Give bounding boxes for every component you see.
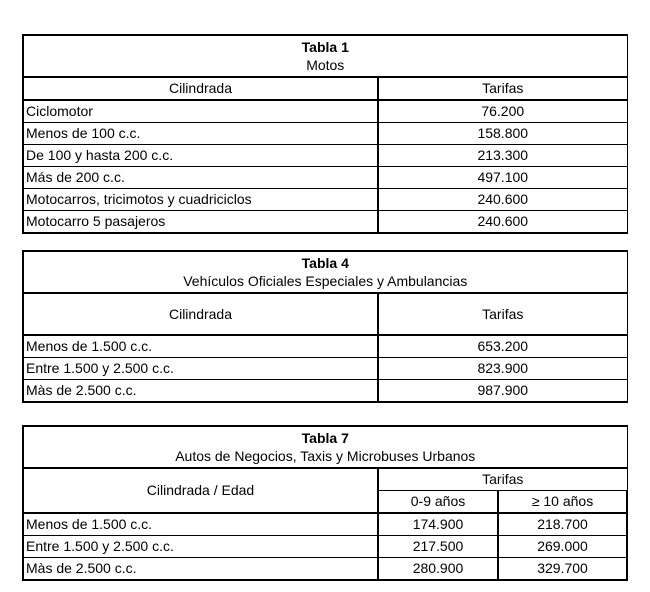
cell-cilindrada: Ciclomotor <box>23 100 378 123</box>
cell-tarifa: 653.200 <box>378 335 627 358</box>
table-row <box>23 380 627 403</box>
cell-tarifa: 497.100 <box>378 167 627 189</box>
table-title: Tabla 1 <box>301 39 349 55</box>
cell-cilindrada: Menos de 1.500 c.c. <box>23 335 378 358</box>
table-7 <box>22 425 628 581</box>
cell-tarifa-10: 329.700 <box>498 558 627 581</box>
column-header-tarifas: Tarifas <box>378 468 627 491</box>
column-header-0-9-anos: 0-9 años <box>378 491 498 514</box>
cell-tarifa: 158.800 <box>378 123 627 145</box>
cell-tarifa-0-9: 217.500 <box>378 536 498 558</box>
table-row <box>23 513 627 536</box>
column-header-10-anos: ≥ 10 años <box>498 491 627 514</box>
cell-tarifa-10: 218.700 <box>498 513 627 536</box>
cell-tarifa: 823.900 <box>378 358 627 380</box>
column-header-tarifas: Tarifas <box>378 77 627 100</box>
column-header-cilindrada-edad: Cilindrada / Edad <box>23 468 378 513</box>
table-subtitle: Vehículos Oficiales Especiales y Ambulancias <box>183 273 468 289</box>
cell-tarifa: 213.300 <box>378 145 627 167</box>
cell-cilindrada: Entre 1.500 y 2.500 c.c. <box>23 358 378 380</box>
cell-cilindrada: Motocarro 5 pasajeros <box>23 211 378 234</box>
table-title-block <box>23 35 627 77</box>
cell-cilindrada: Menos de 100 c.c. <box>23 123 378 145</box>
column-header-cilindrada: Cilindrada <box>23 77 378 100</box>
table-row <box>23 358 627 380</box>
cell-cilindrada: Màs de 2.500 c.c. <box>23 380 378 403</box>
cell-cilindrada: Màs de 2.500 c.c. <box>23 558 378 581</box>
table-title: Tabla 7 <box>301 430 349 446</box>
table-row <box>23 123 627 145</box>
table-title-block <box>23 251 627 293</box>
table-row <box>23 211 627 234</box>
table-row <box>23 536 627 558</box>
table-row <box>23 167 627 189</box>
table-row <box>23 558 627 581</box>
table-title: Tabla 4 <box>301 255 349 271</box>
table-row <box>23 100 627 123</box>
cell-cilindrada: Menos de 1.500 c.c. <box>23 513 378 536</box>
cell-tarifa-0-9: 174.900 <box>378 513 498 536</box>
table-row <box>23 335 627 358</box>
cell-tarifa: 987.900 <box>378 380 627 403</box>
table-1 <box>22 34 628 234</box>
cell-tarifa: 240.600 <box>378 189 627 211</box>
cell-cilindrada: Más de 200 c.c. <box>23 167 378 189</box>
cell-tarifa: 240.600 <box>378 211 627 234</box>
cell-tarifa-10: 269.000 <box>498 536 627 558</box>
cell-cilindrada: Entre 1.500 y 2.500 c.c. <box>23 536 378 558</box>
cell-tarifa-0-9: 280.900 <box>378 558 498 581</box>
table-title-block <box>23 426 627 468</box>
table-row <box>23 189 627 211</box>
table-subtitle: Motos <box>306 57 345 73</box>
column-header-cilindrada: Cilindrada <box>23 293 378 335</box>
cell-cilindrada: Motocarros, tricimotos y cuadriciclos <box>23 189 378 211</box>
table-4 <box>22 250 628 403</box>
table-row <box>23 145 627 167</box>
cell-tarifa: 76.200 <box>378 100 627 123</box>
column-header-tarifas: Tarifas <box>378 293 627 335</box>
cell-cilindrada: De 100 y hasta 200 c.c. <box>23 145 378 167</box>
table-subtitle: Autos de Negocios, Taxis y Microbuses Urbanos <box>175 448 476 464</box>
